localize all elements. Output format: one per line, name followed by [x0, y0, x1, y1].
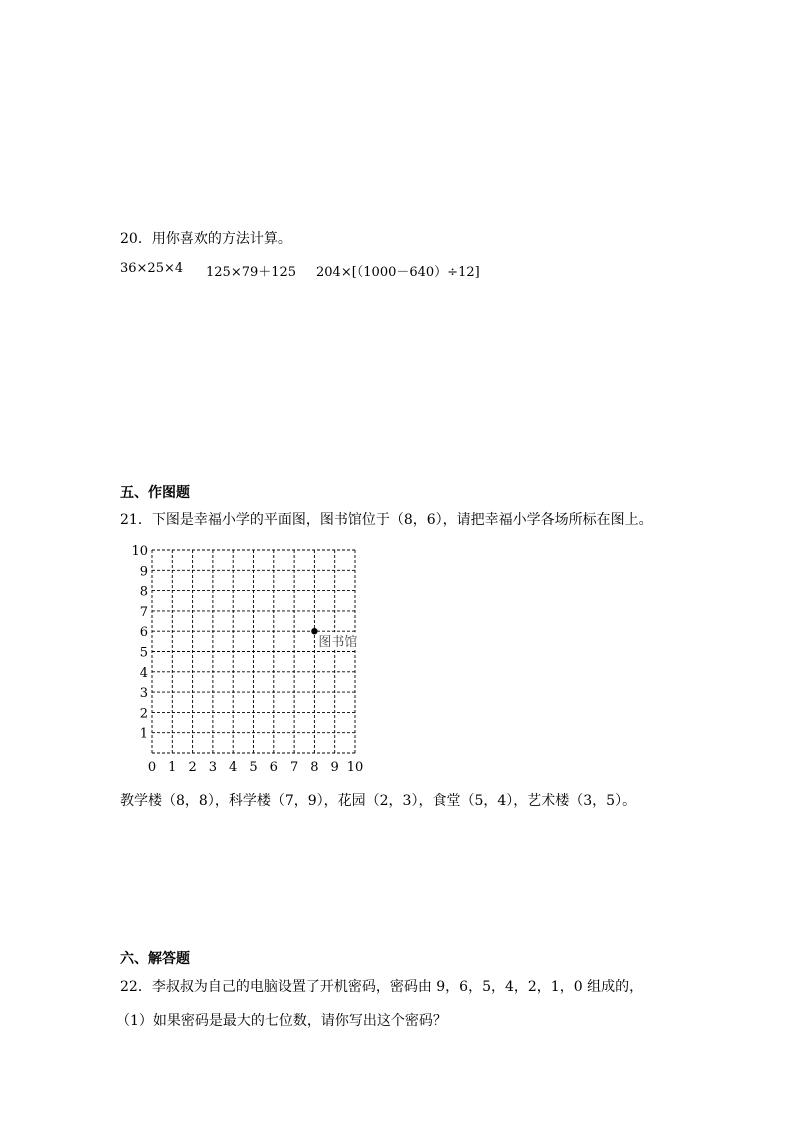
- y-tick-label: 3: [139, 686, 148, 702]
- y-tick-label: 2: [139, 706, 148, 722]
- y-tick-label: 4: [139, 665, 148, 681]
- x-tick-labels: [148, 760, 363, 775]
- section-6-heading: 六、解答题: [120, 951, 190, 967]
- x-tick-label: 0: [147, 760, 157, 775]
- coordinate-grid: [130, 540, 380, 780]
- x-tick-label: 2: [188, 760, 197, 775]
- y-tick-label: 5: [139, 645, 148, 661]
- grid-lines: [152, 550, 358, 753]
- section-5-heading: 五、作图题: [120, 485, 190, 501]
- question-20-title: 20．用你喜欢的方法计算。: [120, 231, 292, 247]
- x-tick-label: 8: [310, 760, 319, 775]
- y-tick-label: 1: [139, 726, 148, 742]
- y-tick-label: 10: [131, 544, 148, 559]
- x-tick-label: 3: [208, 760, 218, 775]
- calc-expression-1: 36×25×4: [120, 261, 184, 276]
- calc-expression-2: 125×79＋125: [206, 265, 297, 280]
- x-tick-label: 5: [249, 760, 258, 775]
- question-22-title: 22．李叔叔为自己的电脑设置了开机密码，密码由 9，6，5，4，2，1，0 组成的，: [120, 979, 644, 995]
- calc-expression-3: 204×[（1000－640）÷12]: [316, 265, 480, 280]
- y-tick-labels: [131, 544, 148, 742]
- y-tick-label: 9: [139, 564, 148, 580]
- x-tick-label: 1: [168, 760, 177, 775]
- library-point: [311, 628, 317, 634]
- y-tick-label: 6: [139, 625, 148, 641]
- x-tick-label: 10: [346, 760, 364, 775]
- x-tick-label: 9: [330, 760, 339, 775]
- x-tick-label: 4: [229, 760, 238, 775]
- y-tick-label: 8: [139, 584, 148, 600]
- y-tick-label: 7: [139, 604, 148, 620]
- x-tick-label: 6: [269, 760, 278, 775]
- places-list: 教学楼（8，8），科学楼（7，9），花园（2，3），食堂（5，4），艺术楼（3，5）。: [120, 793, 637, 809]
- question-22-part-1: （1）如果密码是最大的七位数，请你写出这个密码？: [116, 1013, 447, 1029]
- x-tick-label: 7: [289, 760, 299, 775]
- question-21-title: 21．下图是幸福小学的平面图，图书馆位于（8，6），请把幸福小学各场所标在图上。: [120, 512, 653, 528]
- library-label: 图书馆: [318, 635, 358, 651]
